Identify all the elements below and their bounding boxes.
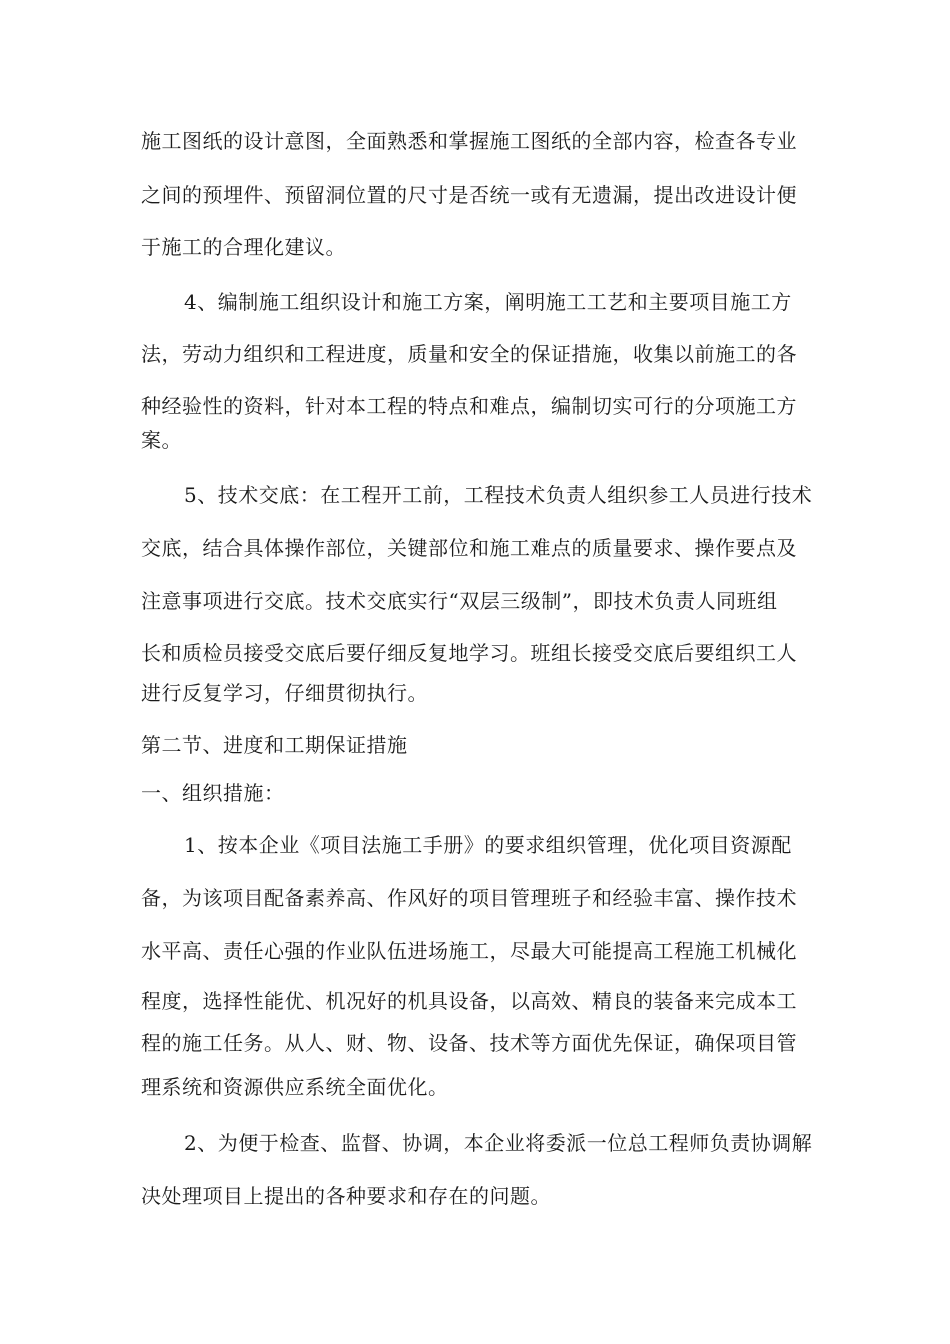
paragraph-line: 决处理项目上提出的各种要求和存在的问题。 (141, 1184, 551, 1208)
paragraph-line: 进行反复学习，仔细贯彻执行。 (141, 681, 428, 705)
paragraph-line: 法，劳动力组织和工程进度，质量和安全的保证措施，收集以前施工的各 (141, 342, 797, 366)
paragraph-line: 1、按本企业《项目法施工手册》的要求组织管理，优化项目资源配 (184, 833, 792, 857)
paragraph-line: 2、为便于检查、监督、协调，本企业将委派一位总工程师负责协调解 (184, 1131, 813, 1155)
paragraph-line: 交底，结合具体操作部位，关键部位和施工难点的质量要求、操作要点及 (141, 536, 797, 560)
paragraph-line: 之间的预埋件、预留洞位置的尺寸是否统一或有无遗漏，提出改进设计便 (141, 183, 797, 207)
paragraph-line: 长和质检员接受交底后要仔细反复地学习。班组长接受交底后要组织工人 (141, 641, 797, 665)
paragraph-line: 4、编制施工组织设计和施工方案，阐明施工工艺和主要项目施工方 (184, 290, 792, 314)
paragraph-line: 程度，选择性能优、机况好的机具设备，以高效、精良的装备来完成本工 (141, 989, 797, 1013)
paragraph-line: 5、技术交底：在工程开工前，工程技术负责人组织参工人员进行技术 (184, 483, 813, 507)
paragraph-line: 程的施工任务。从人、财、物、设备、技术等方面优先保证，确保项目管 (141, 1031, 797, 1055)
paragraph-line: 注意事项进行交底。技术交底实行“双层三级制”，即技术负责人同班组 (141, 589, 778, 613)
subsection-heading: 一、组织措施： (141, 781, 285, 805)
paragraph-line: 备，为该项目配备素养高、作风好的项目管理班子和经验丰富、操作技术 (141, 886, 797, 910)
paragraph-line: 种经验性的资料，针对本工程的特点和难点，编制切实可行的分项施工方 (141, 394, 797, 418)
paragraph-line: 于施工的合理化建议。 (141, 235, 346, 259)
paragraph-line: 案。 (141, 428, 182, 452)
paragraph-line: 理系统和资源供应系统全面优化。 (141, 1075, 449, 1099)
section-heading: 第二节、进度和工期保证措施 (141, 733, 408, 757)
paragraph-line: 水平高、责任心强的作业队伍进场施工，尽最大可能提高工程施工机械化 (141, 939, 797, 963)
paragraph-line: 施工图纸的设计意图，全面熟悉和掌握施工图纸的全部内容，检查各专业 (141, 129, 797, 153)
